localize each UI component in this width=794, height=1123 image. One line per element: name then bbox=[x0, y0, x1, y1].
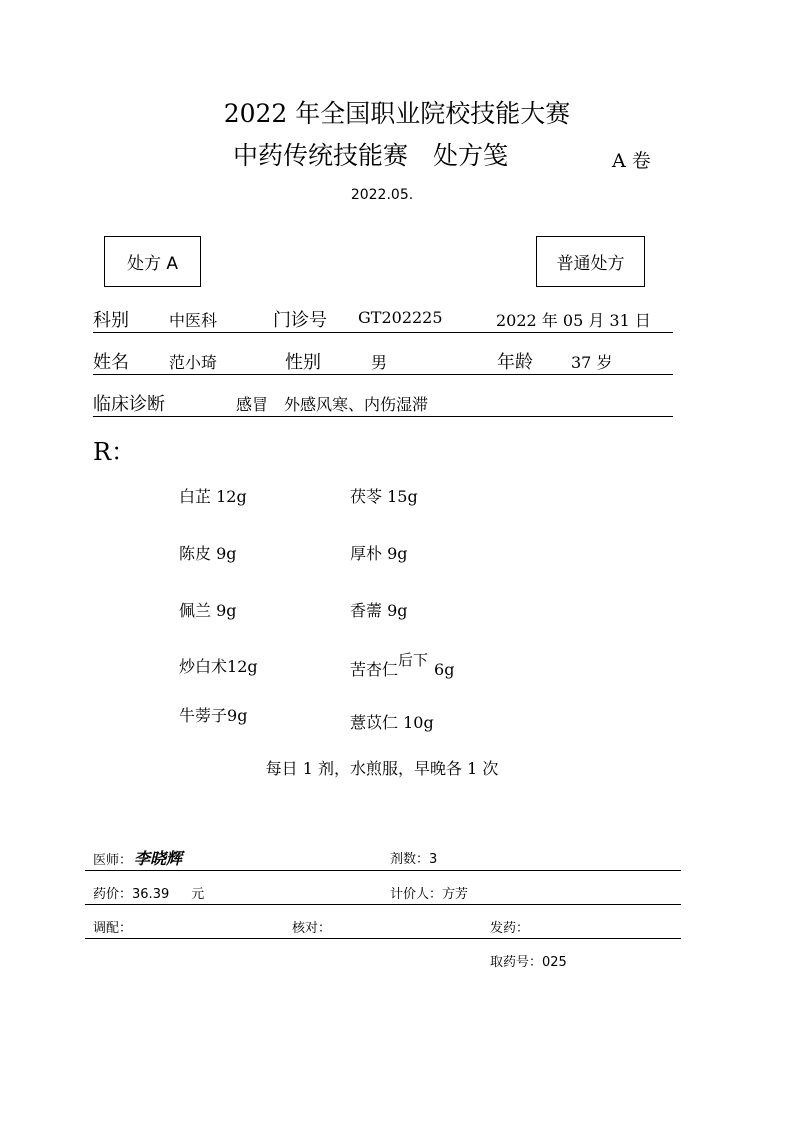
pricer-value: 方芳 bbox=[442, 887, 469, 902]
pickup-field bbox=[490, 951, 567, 970]
issue-field bbox=[490, 917, 529, 936]
divider bbox=[85, 870, 681, 871]
doctor-label: 医师： bbox=[93, 853, 133, 868]
sex-value: 男 bbox=[371, 353, 388, 372]
prescription-label-box bbox=[104, 236, 201, 287]
diagnosis-label: 临床诊断 bbox=[93, 394, 165, 415]
dept-value: 中医科 bbox=[169, 311, 218, 330]
herb-name: 苦杏仁 bbox=[350, 660, 399, 679]
prescription-type: 普通处方 bbox=[556, 254, 625, 274]
herb-name: 香薷 bbox=[350, 601, 383, 620]
clinic-value: GT202225 bbox=[358, 308, 443, 327]
doctor-field bbox=[93, 846, 182, 869]
herb-dose: 9g bbox=[216, 601, 237, 620]
herb-dose: 6g bbox=[434, 660, 455, 679]
list-item bbox=[350, 651, 455, 680]
herb-dose: 15g bbox=[387, 487, 418, 506]
title-prescription: 中药传统技能赛 处方笺 bbox=[233, 141, 509, 170]
rx-symbol: R： bbox=[93, 438, 136, 466]
price-field bbox=[93, 883, 204, 902]
issue-label: 发药： bbox=[490, 921, 530, 936]
clinic-label: 门诊号 bbox=[273, 310, 327, 331]
herb-name: 佩兰 bbox=[179, 601, 212, 620]
prescription-type-box bbox=[536, 236, 645, 287]
list-item bbox=[350, 541, 408, 564]
age-value: 37 岁 bbox=[571, 353, 613, 372]
herb-dose: 9g bbox=[216, 544, 237, 563]
doses-field bbox=[390, 848, 437, 867]
info-row-diagnosis bbox=[93, 390, 673, 417]
doctor-signature: 李晓辉 bbox=[134, 849, 183, 868]
pricer-label: 计价人： bbox=[390, 887, 443, 902]
age-label: 年龄 bbox=[497, 352, 533, 373]
price-unit: 元 bbox=[191, 887, 205, 902]
volume-label: A 卷 bbox=[612, 150, 651, 172]
herb-dose: 9g bbox=[387, 544, 408, 563]
herb-name: 茯苓 bbox=[350, 487, 383, 506]
prescription-label: 处方 A bbox=[126, 254, 179, 274]
herb-note: 后下 bbox=[398, 651, 429, 669]
list-item bbox=[350, 710, 434, 733]
list-item bbox=[179, 654, 258, 677]
list-item bbox=[179, 541, 237, 564]
pickup-label: 取药号： bbox=[490, 955, 543, 970]
visit-date: 2022 年 05 月 31 日 bbox=[496, 311, 651, 330]
herb-dose: 12g bbox=[227, 657, 258, 676]
dispense-field bbox=[93, 917, 132, 936]
list-item bbox=[179, 484, 247, 507]
check-label: 核对： bbox=[292, 921, 332, 936]
document-date: 2022.05. bbox=[350, 187, 414, 203]
pricer-field bbox=[390, 883, 468, 902]
pickup-value: 025 bbox=[542, 955, 567, 970]
herb-name: 白芷 bbox=[179, 487, 212, 506]
herb-dose: 10g bbox=[403, 713, 434, 732]
sex-label: 性别 bbox=[285, 352, 321, 373]
herb-dose: 9g bbox=[387, 601, 408, 620]
price-value: 36.39 bbox=[132, 887, 170, 902]
herb-dose: 9g bbox=[227, 706, 248, 725]
herb-name: 厚朴 bbox=[350, 544, 383, 563]
doses-value: 3 bbox=[429, 852, 438, 867]
dispense-label: 调配： bbox=[93, 921, 133, 936]
list-item bbox=[179, 703, 247, 726]
herb-name: 薏苡仁 bbox=[350, 713, 399, 732]
divider bbox=[85, 904, 681, 905]
list-item bbox=[350, 598, 408, 621]
list-item bbox=[179, 598, 237, 621]
divider bbox=[85, 938, 681, 939]
title-competition: 2022 年全国职业院校技能大赛 bbox=[223, 99, 571, 128]
info-row-department bbox=[93, 306, 673, 333]
list-item bbox=[350, 484, 418, 507]
check-field bbox=[292, 917, 331, 936]
info-row-patient bbox=[93, 348, 673, 375]
name-label: 姓名 bbox=[93, 352, 129, 373]
herb-name: 牛蒡子 bbox=[179, 706, 228, 725]
herb-name: 炒白术 bbox=[179, 657, 228, 676]
herb-dose: 12g bbox=[216, 487, 247, 506]
price-label: 药价： bbox=[93, 887, 133, 902]
name-value: 范小琦 bbox=[169, 353, 218, 372]
usage-instructions: 每日 1 剂，水煎服，早晚各 1 次 bbox=[265, 759, 499, 778]
dept-label: 科别 bbox=[93, 310, 129, 331]
herb-name: 陈皮 bbox=[179, 544, 212, 563]
doses-label: 剂数： bbox=[390, 852, 430, 867]
diagnosis-value: 感冒 外感风寒、内伤湿滞 bbox=[236, 395, 429, 414]
